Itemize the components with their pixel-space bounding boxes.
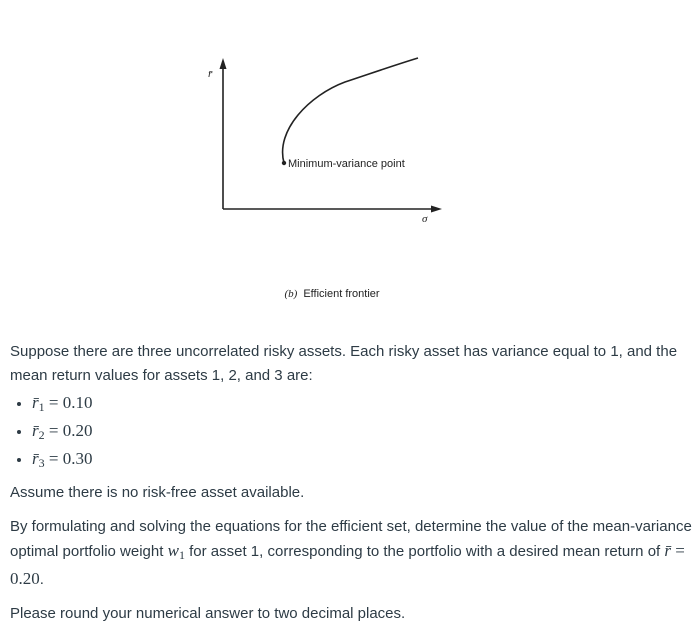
asset-return-item: • $r̄_2 = 0.20$ (32, 419, 694, 447)
x-axis-symbol: σ (422, 213, 428, 225)
x-axis-arrow (431, 206, 442, 213)
minimum-variance-point (282, 161, 286, 165)
caption-text: Efficient frontier (303, 288, 380, 300)
asset-return-item: • $r̄_3 = 0.30$ (32, 447, 694, 475)
mean-return-symbol: r̄ (32, 393, 39, 412)
minimum-variance-label: Minimum-variance point (288, 158, 405, 170)
asset-return-value: 0.20 (62, 421, 93, 440)
weight-index: 1 (178, 548, 185, 562)
asset-return-value: 0.30 (62, 449, 93, 468)
mean-return-symbol: r̄ (32, 449, 39, 468)
mean-return-symbol: r̄ (32, 421, 39, 440)
target-return-symbol: r̄ (664, 541, 671, 560)
task-text-part1: By formulating and solving the equations for the efficient set, determine the value of the mean-variance optimal portfolio weight (10, 518, 692, 560)
intro-paragraph: Suppose there are three uncorrelated risky assets. Each risky asset has variance equal to 1, and the mean return values for assets 1, 2, and 3 are: (10, 343, 678, 384)
y-axis-symbol: r̄ (208, 68, 213, 80)
question-body (10, 340, 694, 626)
no-risk-free-paragraph: Assume there is no risk-free asset available. (10, 484, 305, 501)
asset-return-value: 0.10 (62, 393, 93, 412)
weight-symbol: w (167, 541, 179, 560)
caption-prefix: (b) (284, 288, 298, 300)
figure-caption (284, 288, 379, 300)
target-return-value: 0.20 (10, 569, 40, 588)
asset-index: 1 (38, 400, 45, 414)
efficient-frontier-curve (283, 58, 418, 163)
task-paragraph: By formulating and solving the equations for the efficient set, determine the value of the mean-variance optimal portfolio weight $w_1$ for asset 1, corresponding to the portfolio with a desired mean return of r̄ = 0.20. (10, 518, 692, 588)
asset-returns-list (10, 391, 694, 475)
task-text-part2: for asset 1, corresponding to the portfolio with a desired mean return of (189, 543, 661, 560)
asset-index: 2 (38, 428, 45, 442)
rounding-instruction: Please round your numerical answer to two decimal places. (10, 605, 406, 622)
y-axis-arrow (220, 58, 227, 69)
asset-index: 3 (38, 456, 45, 470)
asset-return-item: • $r̄_1 = 0.10$ (32, 391, 694, 419)
